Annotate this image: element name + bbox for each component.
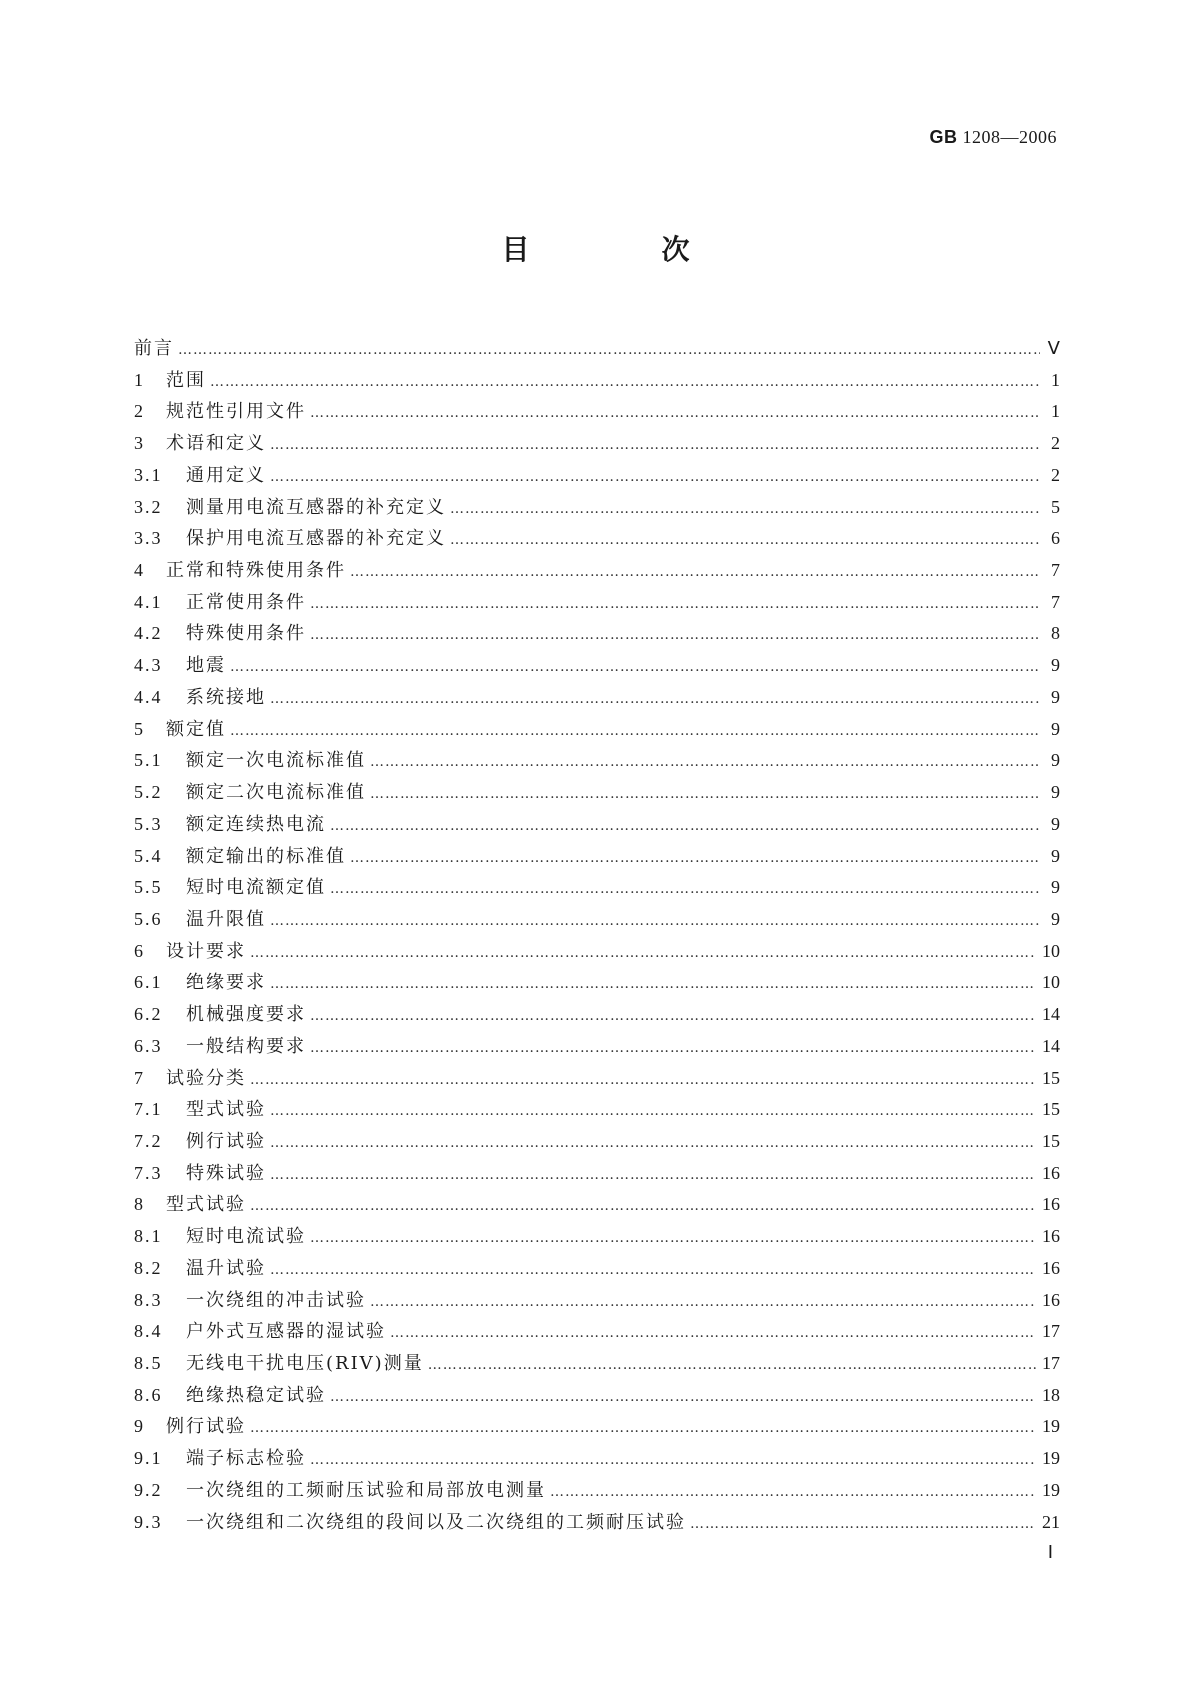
standard-code	[930, 127, 1058, 148]
toc-entry-page: 16	[1042, 1162, 1060, 1183]
toc-leader-dots	[310, 589, 1040, 621]
toc-entry-page: 10	[1042, 972, 1060, 993]
toc-leader-dots	[270, 1128, 1036, 1160]
toc-leader-dots	[310, 1445, 1036, 1477]
toc-entry[interactable]	[134, 714, 1060, 746]
toc-entry[interactable]	[134, 999, 1060, 1031]
toc-entry-number: 4.1	[134, 591, 163, 612]
toc-leader-dots	[310, 1033, 1036, 1065]
toc-entry[interactable]	[134, 428, 1060, 460]
toc-entry-label: 术语和定义	[166, 433, 266, 455]
toc-entry-label: 通用定义	[186, 464, 266, 486]
toc-entry-number: 2	[134, 401, 145, 422]
toc-entry[interactable]	[134, 745, 1060, 777]
toc-entry-page: 15	[1042, 1099, 1060, 1120]
page-number: Ⅰ	[1047, 1542, 1053, 1562]
toc-leader-dots	[550, 1477, 1036, 1509]
toc-entry-number: 6.3	[134, 1035, 163, 1056]
toc-entry-label: 范围	[166, 369, 206, 391]
toc-entry-number: 1	[134, 369, 145, 390]
toc-entry-number: 7.3	[134, 1162, 163, 1183]
toc-entry-number: 8.2	[134, 1257, 163, 1278]
toc-entry-label: 一次绕组和二次绕组的段间以及二次绕组的工频耐压试验	[186, 1511, 686, 1533]
toc-entry-number: 5.1	[134, 750, 163, 771]
toc-entry-number: 7	[134, 1067, 145, 1088]
table-of-contents	[134, 333, 1060, 1538]
toc-entry-number: 4	[134, 560, 145, 581]
toc-entry-label: 额定值	[166, 718, 226, 740]
toc-entry-page: 15	[1042, 1067, 1060, 1088]
toc-entry[interactable]	[134, 1411, 1060, 1443]
toc-entry[interactable]	[134, 904, 1060, 936]
toc-entry-number: 3.2	[134, 496, 163, 517]
toc-entry-label: 绝缘要求	[186, 972, 266, 994]
toc-leader-dots	[330, 1382, 1036, 1414]
toc-entry[interactable]	[134, 618, 1060, 650]
toc-entry-label: 系统接地	[186, 686, 266, 708]
toc-entry[interactable]	[134, 682, 1060, 714]
toc-entry-page: 16	[1042, 1289, 1060, 1310]
toc-entry-page: 9	[1051, 813, 1060, 834]
toc-entry[interactable]	[134, 1348, 1060, 1380]
toc-entry-number: 3.3	[134, 528, 163, 549]
toc-entry-number: 8.1	[134, 1226, 163, 1247]
toc-entry-page: 6	[1051, 528, 1060, 549]
toc-entry[interactable]	[134, 1158, 1060, 1190]
toc-entry-number: 3.1	[134, 464, 163, 485]
toc-entry-page: 19	[1042, 1416, 1060, 1437]
toc-leader-dots	[250, 1191, 1036, 1223]
toc-entry-label: 无线电干扰电压(RIV)测量	[186, 1353, 424, 1374]
toc-entry-page: 7	[1051, 560, 1060, 581]
toc-entry-page: 17	[1042, 1321, 1060, 1342]
toc-entry-page: 9	[1051, 782, 1060, 803]
toc-entry-label: 额定二次电流标准值	[186, 782, 366, 804]
toc-entry-label: 绝缘热稳定试验	[186, 1384, 326, 1406]
toc-entry-page: 2	[1051, 433, 1060, 454]
toc-entry-page: 10	[1042, 940, 1060, 961]
toc-entry-number: 6.2	[134, 1004, 163, 1025]
toc-leader-dots	[230, 716, 1040, 748]
toc-entry[interactable]	[134, 333, 1060, 365]
toc-entry-page: 9	[1051, 750, 1060, 771]
toc-leader-dots	[270, 430, 1040, 462]
toc-entry-page: 1	[1051, 369, 1060, 390]
toc-entry-page: 16	[1042, 1257, 1060, 1278]
toc-entry-number: 4.3	[134, 655, 163, 676]
toc-entry[interactable]	[134, 396, 1060, 428]
toc-entry-label: 一次绕组的冲击试验	[186, 1289, 366, 1311]
toc-leader-dots	[310, 620, 1040, 652]
toc-entry-page: 2	[1051, 464, 1060, 485]
toc-entry-label: 例行试验	[166, 1416, 246, 1438]
toc-entry-number: 4.4	[134, 686, 163, 707]
toc-leader-dots	[690, 1509, 1036, 1541]
toc-entry[interactable]	[134, 967, 1060, 999]
toc-leader-dots	[270, 462, 1040, 494]
toc-entry-page: Ⅴ	[1047, 338, 1060, 358]
toc-entry[interactable]	[134, 492, 1060, 524]
toc-entry-page: 19	[1042, 1448, 1060, 1469]
toc-entry[interactable]	[134, 1253, 1060, 1285]
toc-entry[interactable]	[134, 777, 1060, 809]
toc-entry-label: 设计要求	[166, 940, 246, 962]
toc-entry-label: 型式试验	[186, 1099, 266, 1121]
toc-entry[interactable]	[134, 1475, 1060, 1507]
toc-leader-dots	[250, 1413, 1036, 1445]
toc-entry-page: 19	[1042, 1479, 1060, 1500]
toc-entry-page: 14	[1042, 1004, 1060, 1025]
toc-entry-page: 1	[1051, 401, 1060, 422]
toc-entry-number: 9.2	[134, 1479, 163, 1500]
toc-entry[interactable]	[134, 1094, 1060, 1126]
toc-entry[interactable]	[134, 460, 1060, 492]
toc-leader-dots	[310, 1223, 1036, 1255]
toc-entry-label: 型式试验	[166, 1194, 246, 1216]
toc-entry-number: 8.4	[134, 1321, 163, 1342]
toc-entry-number: 7.1	[134, 1099, 163, 1120]
toc-entry[interactable]	[134, 872, 1060, 904]
toc-leader-dots	[450, 494, 1040, 526]
toc-entry-page: 9	[1051, 877, 1060, 898]
toc-entry-number: 6.1	[134, 972, 163, 993]
toc-entry-label: 额定输出的标准值	[186, 845, 346, 867]
toc-entry-number: 9	[134, 1416, 145, 1437]
toc-entry-number: 5.4	[134, 845, 163, 866]
toc-entry-page: 21	[1042, 1511, 1060, 1532]
toc-entry[interactable]	[134, 650, 1060, 682]
toc-entry-number: 9.3	[134, 1511, 163, 1532]
toc-entry-page: 9	[1051, 686, 1060, 707]
toc-entry-number: 5.2	[134, 782, 163, 803]
toc-leader-dots	[330, 874, 1040, 906]
toc-entry-number: 5	[134, 718, 145, 739]
toc-entry-label: 一般结构要求	[186, 1035, 306, 1057]
toc-entry[interactable]	[134, 809, 1060, 841]
toc-leader-dots	[350, 843, 1040, 875]
toc-entry-number: 4.2	[134, 623, 163, 644]
toc-entry-label: 额定连续热电流	[186, 813, 326, 835]
toc-entry-label: 地震	[186, 655, 226, 677]
toc-entry-page: 9	[1051, 845, 1060, 866]
toc-leader-dots	[210, 367, 1040, 399]
toc-entry[interactable]	[134, 1316, 1060, 1348]
toc-entry-label: 试验分类	[166, 1067, 246, 1089]
toc-entry-page: 14	[1042, 1035, 1060, 1056]
toc-entry[interactable]	[134, 841, 1060, 873]
toc-entry-number: 5.3	[134, 813, 163, 834]
toc-leader-dots	[270, 969, 1036, 1001]
toc-entry-page: 16	[1042, 1194, 1060, 1215]
toc-entry-page: 9	[1051, 908, 1060, 929]
toc-leader-dots	[270, 684, 1040, 716]
toc-entry-label: 保护用电流互感器的补充定义	[186, 528, 446, 550]
toc-entry-number: 8	[134, 1194, 145, 1215]
toc-entry-label: 前言	[134, 338, 174, 359]
toc-entry-label: 一次绕组的工频耐压试验和局部放电测量	[186, 1479, 546, 1501]
toc-leader-dots	[390, 1318, 1036, 1350]
toc-entry-page: 16	[1042, 1226, 1060, 1247]
toc-entry-number: 3	[134, 433, 145, 454]
toc-entry-number: 8.3	[134, 1289, 163, 1310]
standard-prefix: GB	[929, 127, 958, 147]
toc-entry-number: 5.6	[134, 908, 163, 929]
toc-entry-label: 测量用电流互感器的补充定义	[186, 496, 446, 518]
toc-entry-page: 7	[1051, 591, 1060, 612]
toc-entry[interactable]	[134, 1189, 1060, 1221]
toc-entry-number: 8.5	[134, 1353, 163, 1373]
toc-leader-dots	[450, 525, 1040, 557]
toc-entry-label: 温升限值	[186, 908, 266, 930]
toc-entry[interactable]	[134, 1063, 1060, 1095]
toc-leader-dots	[250, 938, 1036, 970]
toc-entry-page: 18	[1042, 1384, 1060, 1405]
toc-leader-dots	[270, 1255, 1036, 1287]
toc-leader-dots	[350, 557, 1040, 589]
toc-entry[interactable]	[134, 365, 1060, 397]
toc-entry-label: 短时电流额定值	[186, 877, 326, 899]
toc-leader-dots	[428, 1350, 1036, 1382]
toc-entry[interactable]	[134, 1380, 1060, 1412]
toc-leader-dots	[370, 747, 1040, 779]
toc-leader-dots	[270, 1096, 1036, 1128]
toc-entry[interactable]	[134, 1443, 1060, 1475]
toc-entry-page: 15	[1042, 1130, 1060, 1151]
toc-entry-label: 特殊试验	[186, 1162, 266, 1184]
toc-leader-dots	[310, 1001, 1036, 1033]
toc-entry-label: 正常使用条件	[186, 591, 306, 613]
toc-leader-dots	[230, 652, 1040, 684]
toc-entry-page: 9	[1051, 718, 1060, 739]
toc-entry[interactable]	[134, 1126, 1060, 1158]
toc-entry[interactable]	[134, 1285, 1060, 1317]
toc-leader-dots	[370, 1287, 1036, 1319]
toc-entry-label: 正常和特殊使用条件	[166, 560, 346, 582]
toc-entry-number: 7.2	[134, 1130, 163, 1151]
toc-leader-dots	[310, 398, 1040, 430]
toc-entry-label: 规范性引用文件	[166, 401, 306, 423]
toc-entry-label: 端子标志检验	[186, 1448, 306, 1470]
toc-entry-label: 短时电流试验	[186, 1226, 306, 1248]
toc-entry-number: 6	[134, 940, 145, 961]
toc-entry-page: 8	[1051, 623, 1060, 644]
toc-entry-number: 5.5	[134, 877, 163, 898]
toc-leader-dots	[270, 1160, 1036, 1192]
toc-entry[interactable]	[134, 936, 1060, 968]
toc-entry-number: 9.1	[134, 1448, 163, 1469]
toc-leader-dots	[270, 906, 1040, 938]
toc-entry-page: 9	[1051, 655, 1060, 676]
toc-leader-dots	[250, 1065, 1036, 1097]
toc-entry-label: 温升试验	[186, 1257, 266, 1279]
toc-leader-dots	[370, 779, 1040, 811]
toc-entry-label: 户外式互感器的湿试验	[186, 1321, 386, 1343]
toc-entry-label: 机械强度要求	[186, 1004, 306, 1026]
toc-entry-number: 8.6	[134, 1384, 163, 1405]
toc-entry[interactable]	[134, 587, 1060, 619]
page-title: 目 次	[501, 233, 742, 266]
toc-entry-label: 特殊使用条件	[186, 623, 306, 645]
toc-entry[interactable]	[134, 1507, 1060, 1539]
toc-entry-label: 例行试验	[186, 1130, 266, 1152]
toc-entry[interactable]	[134, 555, 1060, 587]
toc-entry-label: 额定一次电流标准值	[186, 750, 366, 772]
toc-entry-page: 5	[1051, 496, 1060, 517]
toc-leader-dots	[178, 335, 1040, 367]
standard-number: 1208—2006	[962, 127, 1057, 147]
toc-entry-page: 17	[1042, 1353, 1060, 1373]
toc-leader-dots	[330, 811, 1040, 843]
toc-entry[interactable]	[134, 1221, 1060, 1253]
toc-entry[interactable]	[134, 523, 1060, 555]
toc-entry[interactable]	[134, 1031, 1060, 1063]
